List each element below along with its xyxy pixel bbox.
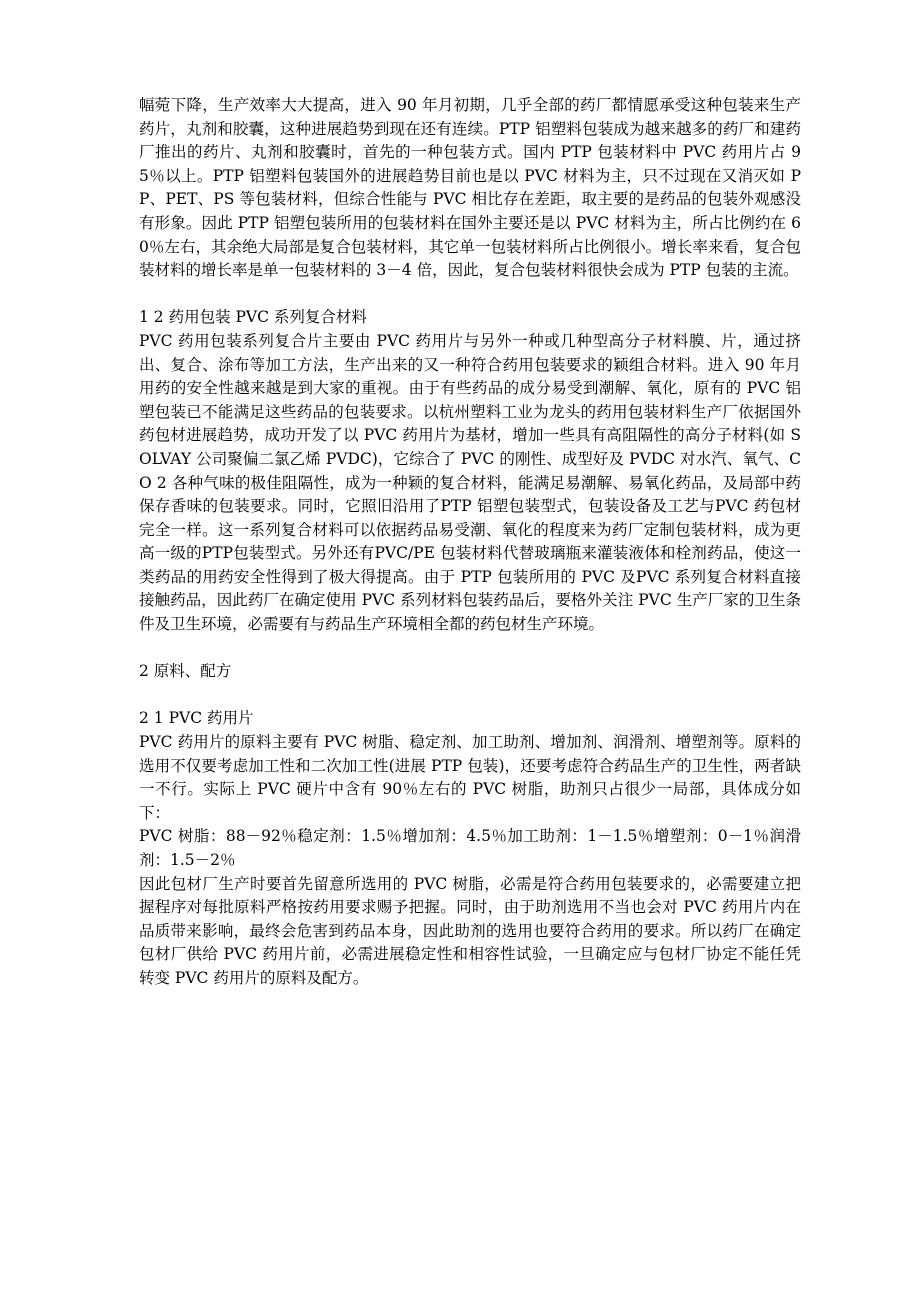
section-2-1-body: PVC 药用片的原料主要有 PVC 树脂、稳定剂、加工助剂、增加剂、润滑剂、增塑剂等。原料的选用不仅要考虑加工性和二次加工性(进展 PTP 包装)，还要考虑符合药品生产的卫生性，两者缺一不行。实际上 PVC 硬片中含有 90％左右的 PVC 树脂，助剂只占很少一局部，具体成分如下： [139, 733, 801, 822]
intro-paragraph: 幅菀下降，生产效率大大提高，进入 90 年月初期，几乎全部的药厂都情愿承受这种包装来生产药片，丸剂和胶囊，这种进展趋势到现在还有连续。PTP 铝塑料包装成为越来越多的药厂和建药厂推出的药片、丸剂和胶囊时，首先的一种包装方式。国内 PTP 包装材料中 PVC 药用片占 95％以上。PTP 铝塑料包装国外的进展趋势目前也是以 PVC 材料为主，只不过现在又消灭如 PP、PET、PS 等包装材料，但综合性能与 PVC 相比存在差距，取主要的是药品的包装外观感没有形象。因此 PTP 铝塑包装所用的包装材料在国外主要还是以 PVC 材料为主，所占比例约在 60％左右，其余绝大局部是复合包装材料，其它单一包装材料所占比例很小。增长率来看，复合包装材料的增长率是单一包装材料的 3－4 倍，因此，复合包装材料很快会成为 PTP 包装的主流。 [139, 96, 801, 280]
section-2-1-closing: 因此包材厂生产时要首先留意所选用的 PVC 树脂，必需是符合药用包装要求的，必需要建立把握程序对每批原料严格按药用要求赐予把握。同时，由于助剂选用不当也会对 PVC 药用片内在品质带来影响，最终会危害到药品本身，因此助剂的选用也要符合药用的要求。所以药厂在确定包材厂供给 PVC 药用片前，必需进展稳定性和相容性试验，一旦确定应与包材厂协定不能任凭转变 PVC 药用片的原料及配方。 [139, 874, 801, 987]
paragraph-gap [139, 684, 801, 708]
formula-line: PVC 树脂：88－92％稳定剂：1.5％增加剂：4.5％加工助剂：1－1.5％增塑剂：0－1％润滑剂：1.5－2％ [139, 827, 801, 869]
section-2-heading: 2 原料、配方 [139, 662, 232, 681]
document-page [139, 94, 801, 991]
section-2-1-heading: 2 1 PVC 药用片 [139, 709, 254, 728]
paragraph-gap [139, 637, 801, 661]
paragraph-gap [139, 283, 801, 307]
section-1-2-body: PVC 药用包装系列复合片主要由 PVC 药用片与另外一种或几种型高分子材料膜、片，通过挤出、复合、涂布等加工方法，生产出来的又一种符合药用包装要求的颖组合材料。进入 90 年月用药的安全性越来越是到大家的重视。由于有些药品的成分易受到潮解、氧化，原有的 PVC 铝塑包装已不能满足这些药品的包装要求。以杭州塑料工业为龙头的药用包装材料生产厂依据国外药包材进展趋势，成功开发了以 PVC 药用片为基材，增加一些具有高阻隔性的高分子材料(如 SOLVAY 公司聚偏二氯乙烯 PVDC)，它综合了 PVC 的刚性、成型好及 PVDC 对水汽、氧气、CO 2 各种气味的极佳阻隔性，成为一种颖的复合材料，能满足易潮解、易氧化药品，及局部中药保存香味的包装要求。同时，它照旧沿用了PTP 铝塑包装型式，包装设备及工艺与PVC 药包材完全一样。这一系列复合材料可以依据药品易受潮、氧化的程度来为药厂定制包装材料，成为更高一级的PTP包装型式。另外还有PVC/PE 包装材料代替玻璃瓶来灌装液体和栓剂药品，使这一类药品的用药安全性得到了极大得提高。由于 PTP 包装所用的 PVC 及PVC 系列复合材料直接接触药品，因此药厂在确定使用 PVC 系列材料包装药品后，要格外关注 PVC 生产厂家的卫生条件及卫生环境，必需要有与药品生产环境相全都的药包材生产环境。 [139, 331, 801, 634]
section-1-2-heading: 1 2 药用包装 PVC 系列复合材料 [139, 308, 367, 327]
